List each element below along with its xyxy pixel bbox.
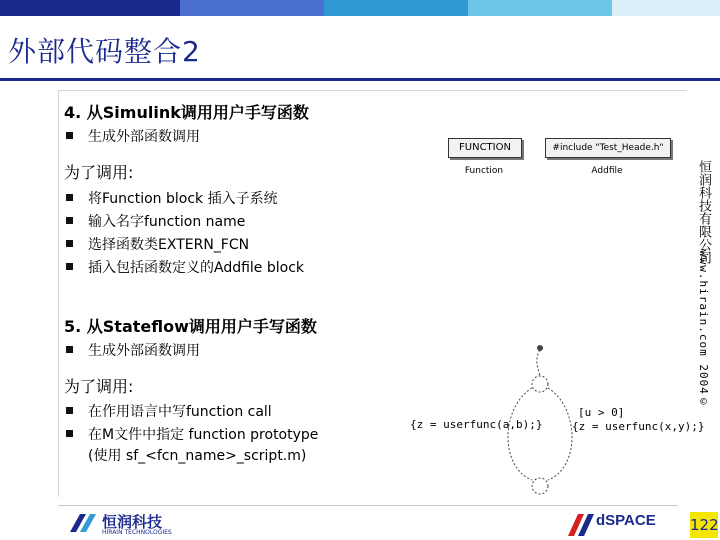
function-block[interactable]: FUNCTION (448, 138, 522, 158)
hirain-logo-icon (68, 512, 98, 534)
section5-subheading: 为了调用: (64, 377, 134, 396)
footer-logo-en: HIRAIN TECHNOLOGIES (102, 529, 172, 536)
transition-right (548, 388, 572, 480)
top-color-bar (0, 0, 720, 16)
topbar-segment (0, 0, 180, 16)
topbar-segment (324, 0, 468, 16)
section4-subheading: 为了调用: (64, 163, 134, 182)
section4-bullet-3: 选择函数类EXTERN_FCN (88, 237, 250, 253)
section4-bullet-1: 将Function block 插入子系统 (88, 191, 278, 207)
stateflow-condition: [u > 0] (578, 406, 625, 419)
slide-title: 外部代码整合2 (8, 35, 201, 68)
bullet-icon (66, 263, 73, 270)
section4-bullet-2: 输入名字function name (88, 214, 246, 230)
junction-bottom[interactable] (532, 478, 548, 494)
bullet-icon (66, 132, 73, 139)
footer-dspace-logo: dSPACE (596, 512, 656, 529)
bullet-icon (66, 194, 73, 201)
bullet-icon (66, 346, 73, 353)
section5-bullet-1: 在作用语言中写function call (88, 404, 272, 420)
default-transition (537, 350, 540, 376)
junction-top[interactable] (532, 376, 548, 392)
section5-heading: 5. 从Stateflow调用用户手写函数 (64, 317, 317, 336)
stateflow-right-action: {z = userfunc(x,y);} (572, 420, 705, 433)
dspace-logo-icon (568, 514, 596, 536)
footer-logo-cn: 恒润科技 (102, 513, 163, 531)
default-transition-dot (537, 345, 543, 351)
function-block-label: Function (464, 166, 504, 176)
side-company-web: www.hirain.com 2004© (697, 250, 710, 409)
bullet-icon (66, 240, 73, 247)
topbar-segment (612, 0, 720, 16)
addfile-block[interactable]: #include "Test_Heade.h" (545, 138, 671, 158)
bullet-icon (66, 407, 73, 414)
section5-bullet-main: 生成外部函数调用 (88, 343, 200, 359)
side-company-name: 恒润科技有限公司 (696, 160, 711, 264)
bullet-icon (66, 430, 73, 437)
stateflow-left-action: {z = userfunc(a,b);} (410, 418, 543, 431)
topbar-segment (180, 0, 324, 16)
section5-note: (使用 sf_<fcn_name>_script.m) (88, 448, 307, 464)
topbar-segment (468, 0, 612, 16)
section5-bullet-2: 在M文件中指定 function prototype (88, 427, 319, 443)
footer-divider (58, 505, 678, 506)
page-number: 122 (690, 512, 718, 538)
transition-left (508, 388, 532, 480)
section4-heading: 4. 从Simulink调用用户手写函数 (64, 103, 309, 122)
title-divider (0, 78, 720, 81)
bullet-icon (66, 217, 73, 224)
addfile-block-label: Addfile (591, 166, 623, 176)
section4-bullet-main: 生成外部函数调用 (88, 129, 200, 145)
section4-bullet-4: 插入包括函数定义的Addfile block (88, 260, 305, 276)
